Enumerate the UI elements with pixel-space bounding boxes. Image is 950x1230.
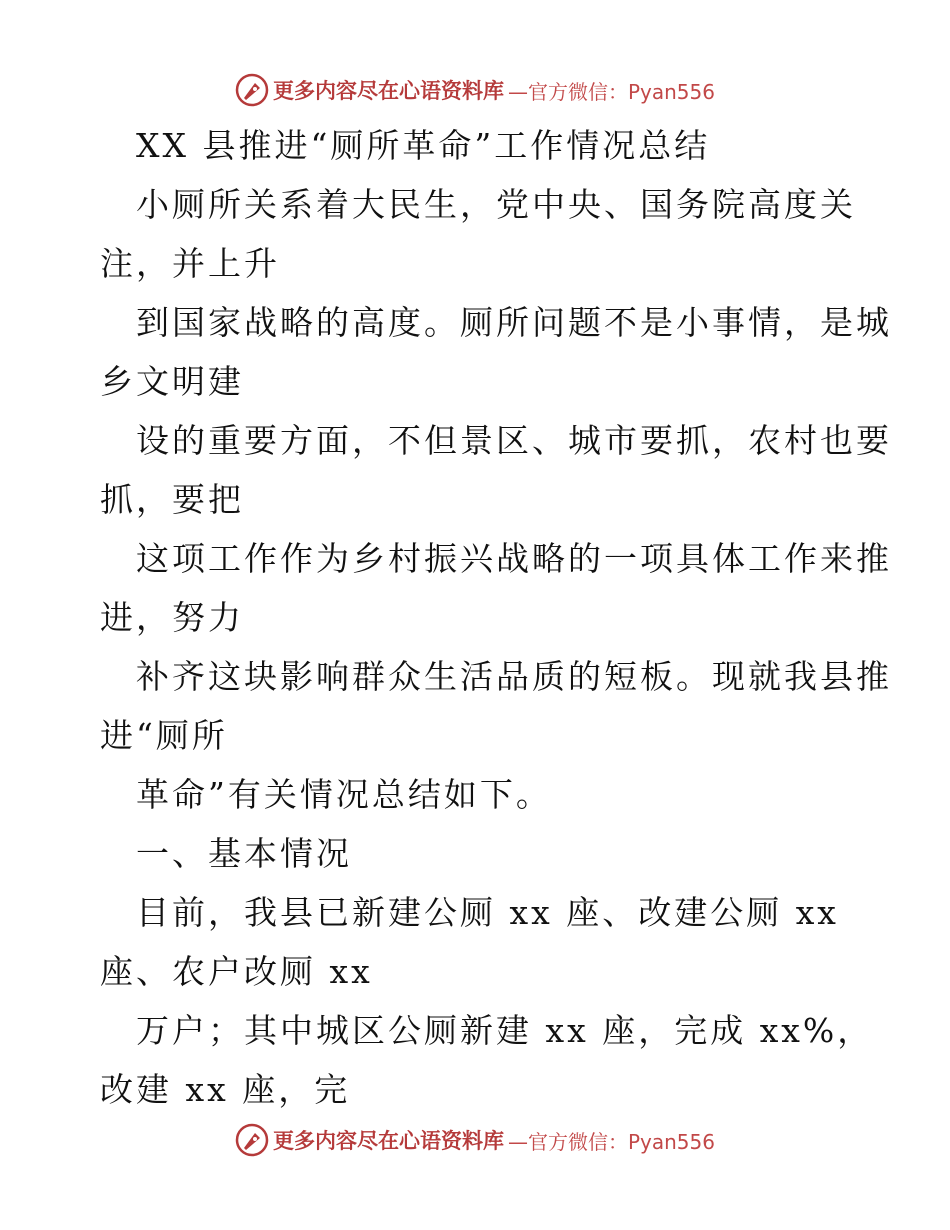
header-banner-wechat: —官方微信：Pyan556 (507, 79, 715, 104)
footer-banner (0, 1118, 950, 1162)
paragraph-line: 万户；其中城区公厕新建 xx 座，完成 xx%， (136, 1011, 874, 1050)
paragraph-line: 乡文明建 (100, 362, 244, 401)
footer-banner-title: 更多内容尽在心语资料库 (272, 1128, 504, 1153)
paragraph-line: 到国家战略的高度。厕所问题不是小事情，是城 (136, 303, 892, 342)
paragraph-line: 进，努力 (100, 598, 244, 637)
paragraph-line: 进“厕所 (100, 716, 228, 755)
footer-banner-wechat: —官方微信：Pyan556 (507, 1129, 715, 1154)
paragraph-line: 抓，要把 (100, 480, 244, 519)
pen-nib-logo-icon (235, 73, 269, 107)
header-banner (0, 68, 950, 112)
paragraph-line: 改建 xx 座，完 (100, 1070, 351, 1109)
section-heading: 一、基本情况 (136, 834, 352, 873)
paragraph-line: 这项工作作为乡村振兴战略的一项具体工作来推 (136, 539, 892, 578)
pen-nib-logo-icon (235, 1123, 269, 1157)
paragraph-line: 座、农户改厕 xx (100, 952, 373, 991)
paragraph-line: 小厕所关系着大民生，党中央、国务院高度关 (136, 185, 856, 224)
paragraph-line: 注，并上升 (100, 244, 280, 283)
paragraph-line: 补齐这块影响群众生活品质的短板。现就我县推 (136, 657, 892, 696)
header-banner-title: 更多内容尽在心语资料库 (272, 78, 504, 103)
document-title: XX 县推进“厕所革命”工作情况总结 (136, 126, 711, 165)
paragraph-line: 目前，我县已新建公厕 xx 座、改建公厕 xx (136, 893, 839, 932)
paragraph-line: 设的重要方面，不但景区、城市要抓，农村也要 (136, 421, 892, 460)
paragraph-line: 革命”有关情况总结如下。 (136, 775, 552, 814)
